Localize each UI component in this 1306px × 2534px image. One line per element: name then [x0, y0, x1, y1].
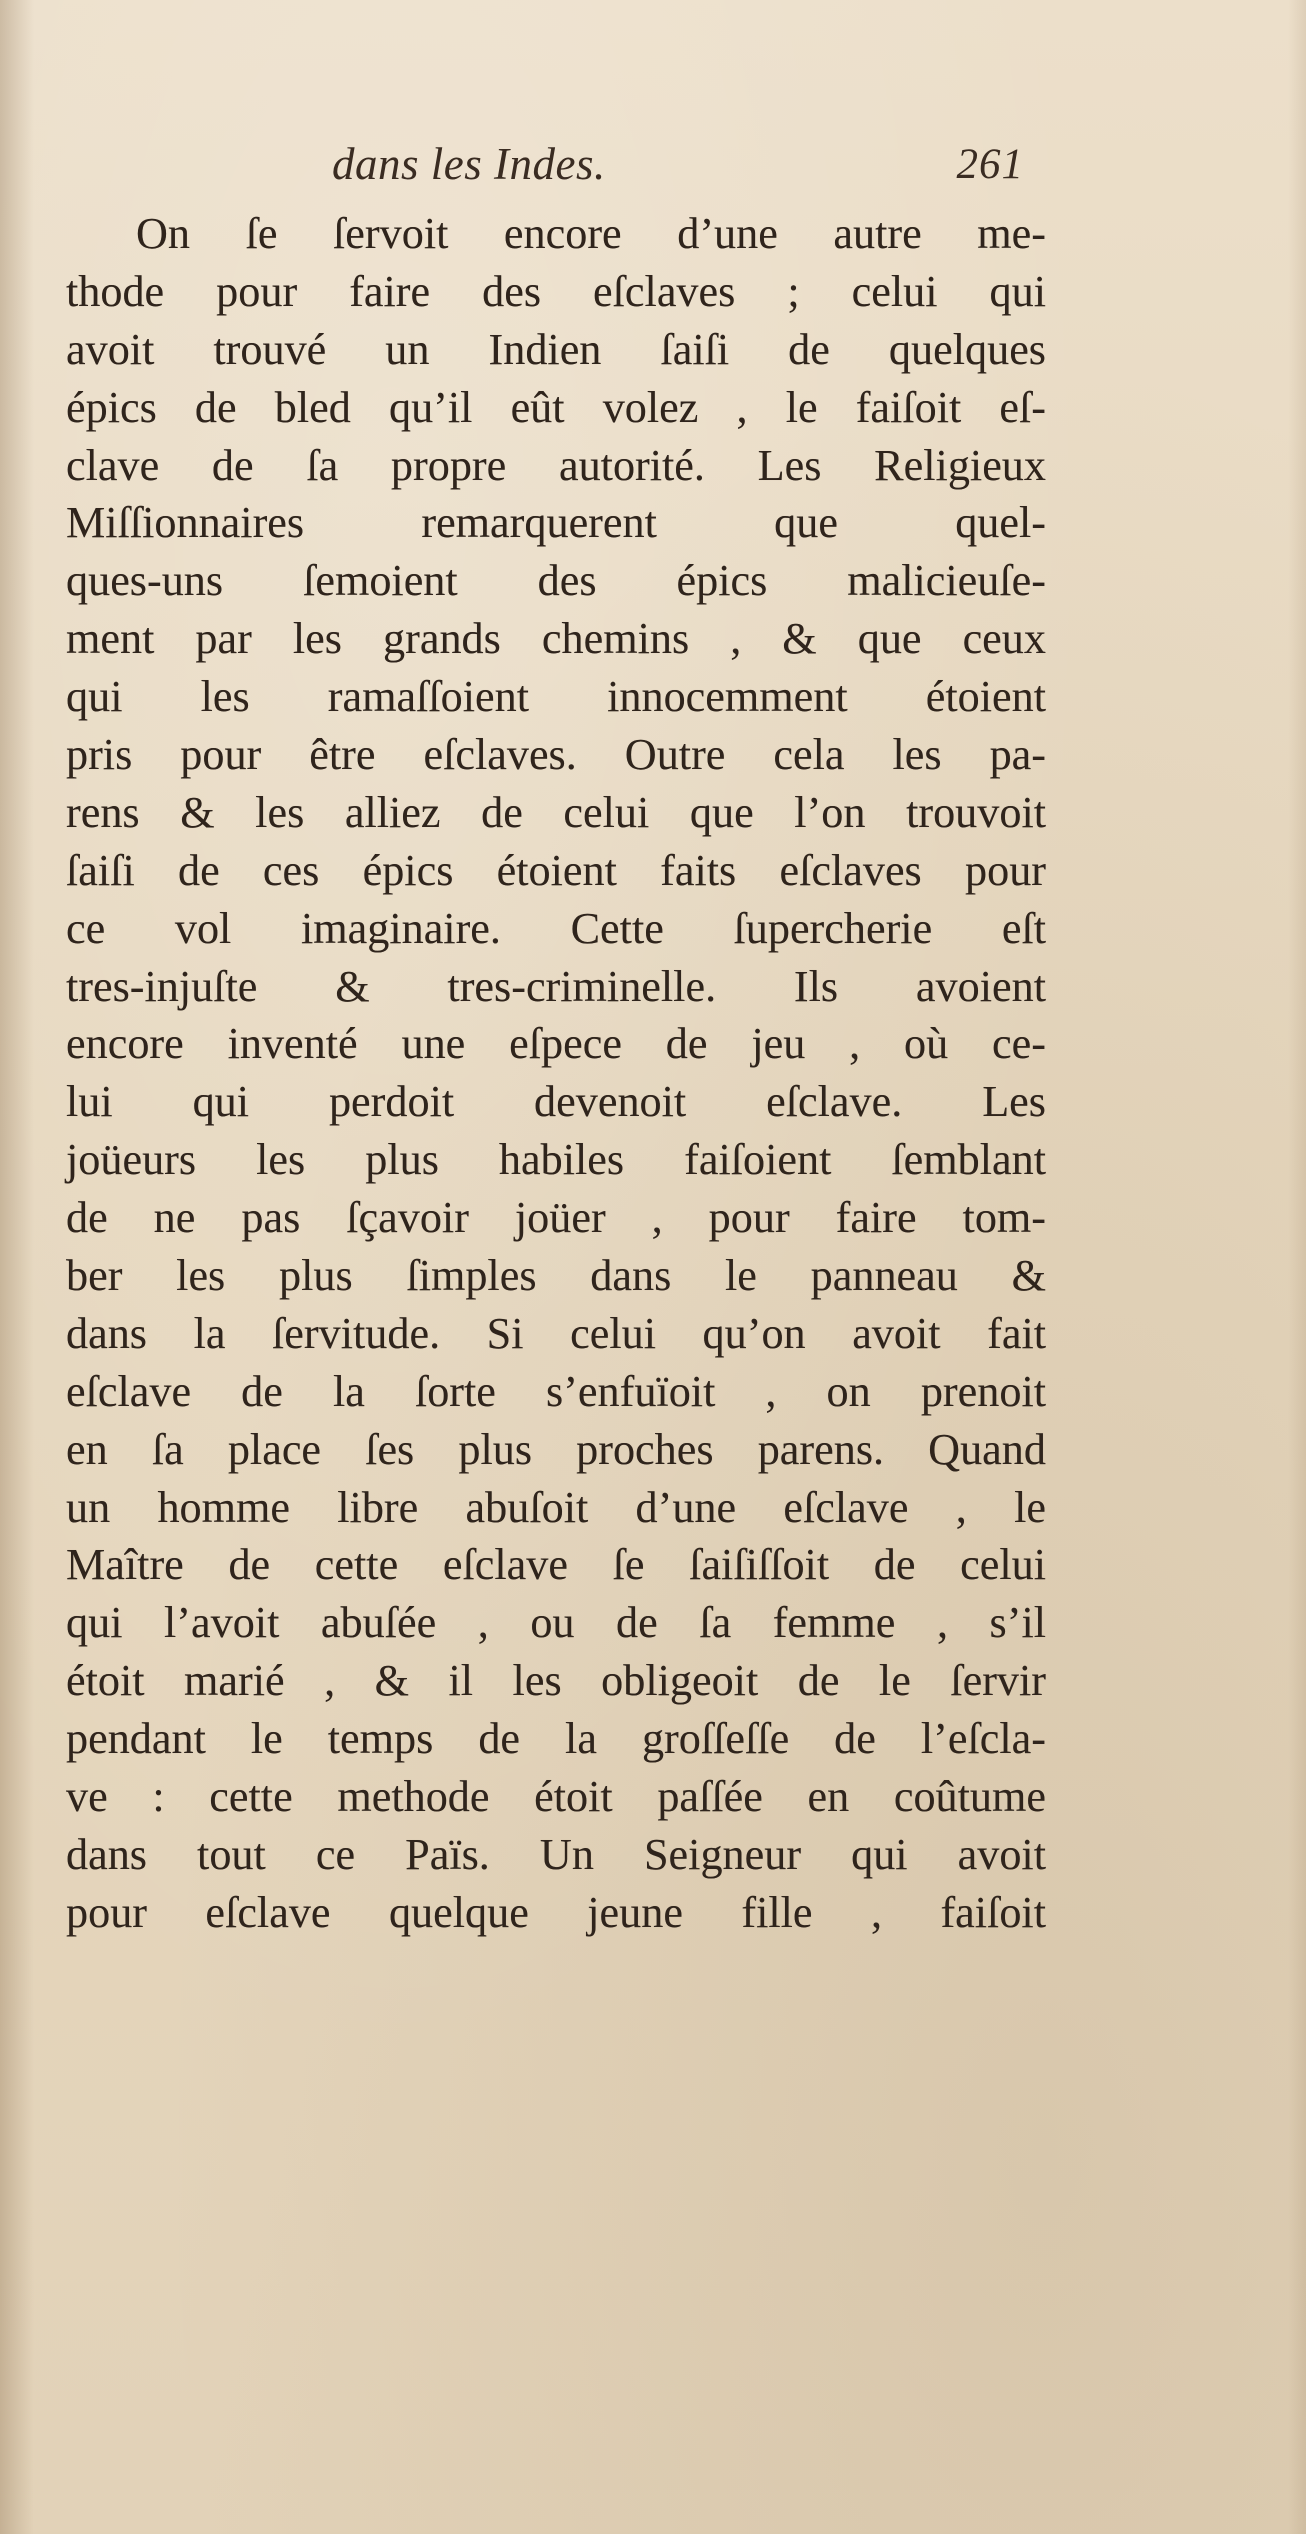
- text-line: pendant le temps de la groſſeſſe de l’eſcla-: [66, 1714, 1046, 1764]
- text-line: eſclave de la ſorte s’enfuïoit , on prenoit: [66, 1366, 1046, 1416]
- text-line: avoit trouvé un Indien ſaiſi de quelques: [66, 324, 1046, 374]
- text-line: lui qui perdoit devenoit eſclave. Les: [66, 1077, 1046, 1127]
- text-line: pour eſclave quelque jeune fille , faiſoit: [66, 1887, 1046, 1937]
- text-line: épics de bled qu’il eût volez , le faiſoit eſ-: [66, 382, 1046, 432]
- text-line: tres-injuſte & tres-criminelle. Ils avoient: [66, 961, 1046, 1011]
- binding-gutter-shadow: [0, 0, 34, 2534]
- text-line: en ſa place ſes plus proches parens. Quand: [66, 1424, 1046, 1474]
- text-line: joüeurs les plus habiles faiſoient ſemblant: [66, 1135, 1046, 1185]
- text-line: Miſſionnaires remarquerent que quel-: [66, 498, 1046, 548]
- text-line: On ſe ſervoit encore d’une autre me-: [136, 209, 1046, 258]
- text-line: dans tout ce Païs. Un Seigneur qui avoit: [66, 1829, 1046, 1879]
- text-line: de ne pas ſçavoir joüer , pour faire tom-: [66, 1193, 1046, 1243]
- text-line: ſaiſi de ces épics étoient faits eſclaves pour: [66, 845, 1046, 895]
- text-line: ber les plus ſimples dans le panneau &: [66, 1251, 1046, 1301]
- text-line: qui les ramaſſoient innocemment étoient: [66, 672, 1046, 722]
- page-edge-shadow: [1288, 0, 1306, 2534]
- text-line: ce vol imaginaire. Cette ſupercherie eſt: [66, 903, 1046, 953]
- running-title: dans les Indes.: [332, 139, 606, 189]
- text-line: qui l’avoit abuſée , ou de ſa femme , s’il: [66, 1598, 1046, 1648]
- text-line: clave de ſa propre autorité. Les Religieux: [66, 440, 1046, 490]
- text-line: ment par les grands chemins , & que ceux: [66, 614, 1046, 664]
- text-line: dans la ſervitude. Si celui qu’on avoit fait: [66, 1308, 1046, 1358]
- text-line: pris pour être eſclaves. Outre cela les pa-: [66, 730, 1046, 780]
- text-line: encore inventé une eſpece de jeu , où ce-: [66, 1019, 1046, 1069]
- text-line: ques-uns ſemoient des épics malicieuſe-: [66, 556, 1046, 606]
- text-line: thode pour faire des eſclaves ; celui qui: [66, 266, 1046, 316]
- text-line: étoit marié , & il les obligeoit de le ſervir: [66, 1656, 1046, 1706]
- text-line: un homme libre abuſoit d’une eſclave , le: [66, 1482, 1046, 1532]
- text-line: rens & les alliez de celui que l’on trouvoit: [66, 787, 1046, 837]
- text-line: ve : cette methode étoit paſſée en coûtume: [66, 1772, 1046, 1822]
- body-paragraph: [66, 205, 1046, 1942]
- page-number: 261: [956, 141, 1024, 188]
- text-line: Maître de cette eſclave ſe ſaiſiſſoit de celui: [66, 1540, 1046, 1590]
- page-header: [332, 138, 1024, 198]
